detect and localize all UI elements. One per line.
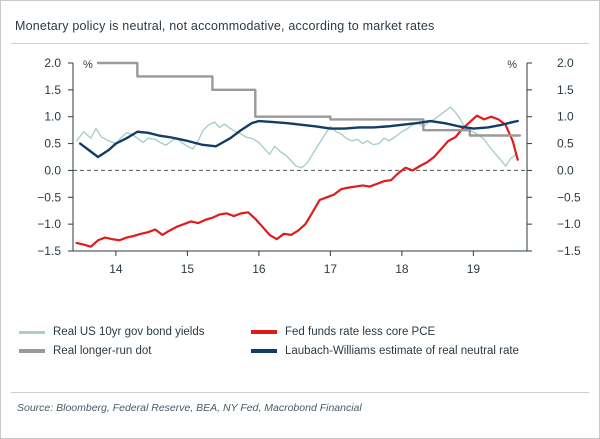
y-axis-tick-right: 2.0 (557, 56, 574, 70)
legend-swatch-real-10yr (19, 331, 45, 334)
legend-longer-run-dot[interactable] (19, 345, 251, 357)
legend-ff-less-pce[interactable] (251, 326, 435, 338)
x-axis-tick: 14 (109, 262, 123, 276)
y-axis-tick-left: 1.0 (44, 109, 61, 124)
y-axis-tick-left: 1.5 (44, 82, 61, 97)
legend-swatch-longer-run-dot (19, 349, 45, 353)
x-axis-tick: 19 (466, 262, 481, 276)
legend-real-10yr[interactable] (19, 326, 251, 338)
y-axis-tick-right: 0.0 (557, 163, 574, 178)
chart-plot-area (11, 51, 591, 303)
x-axis-tick: 17 (323, 262, 338, 276)
y-axis-tick-left: 0.0 (44, 163, 61, 178)
legend-label-ff-less-pce: Fed funds rate less core PCE (285, 326, 436, 338)
chart-legend (19, 326, 583, 364)
y-axis-tick-left: −1.5 (37, 244, 61, 258)
y-axis-unit-right: % (507, 59, 517, 71)
title-divider (11, 43, 589, 44)
source-note: Source: Bloomberg, Federal Reserve, BEA, NY Fed, Macrobond Financial (17, 402, 362, 414)
chart-svg (11, 51, 591, 303)
legend-laubach-williams[interactable] (251, 345, 519, 357)
legend-label-real-10yr: Real US 10yr gov bond yields (53, 326, 205, 338)
y-axis-tick-right: −0.5 (557, 190, 581, 205)
y-axis-tick-left: 2.0 (44, 56, 61, 70)
y-axis-tick-right: −1.5 (557, 244, 581, 258)
legend-swatch-ff-less-pce (251, 330, 277, 334)
x-axis-tick: 18 (395, 262, 409, 276)
legend-label-laubach-williams: Laubach-Williams estimate of real neutral rate (285, 345, 519, 357)
legend-row-2 (19, 345, 583, 357)
y-axis-tick-right: −1.0 (557, 217, 581, 232)
y-axis-tick-right: 1.0 (557, 109, 574, 124)
y-axis-tick-left: 0.5 (44, 136, 61, 151)
page-title: Monetary policy is neutral, not accommodative, according to market rates (15, 19, 435, 33)
x-axis-tick: 15 (180, 262, 195, 276)
y-axis-unit-left: % (83, 59, 93, 71)
y-axis-tick-left: −0.5 (37, 190, 61, 205)
y-axis-tick-left: −1.0 (37, 217, 61, 232)
source-divider (11, 392, 589, 393)
legend-label-longer-run-dot: Real longer-run dot (53, 345, 152, 357)
legend-swatch-laubach-williams (251, 349, 277, 353)
y-axis-tick-right: 1.5 (557, 82, 574, 97)
series-line-1 (77, 116, 518, 247)
y-axis-tick-right: 0.5 (557, 136, 574, 151)
legend-row-1 (19, 326, 583, 338)
x-axis-tick: 16 (252, 262, 266, 276)
